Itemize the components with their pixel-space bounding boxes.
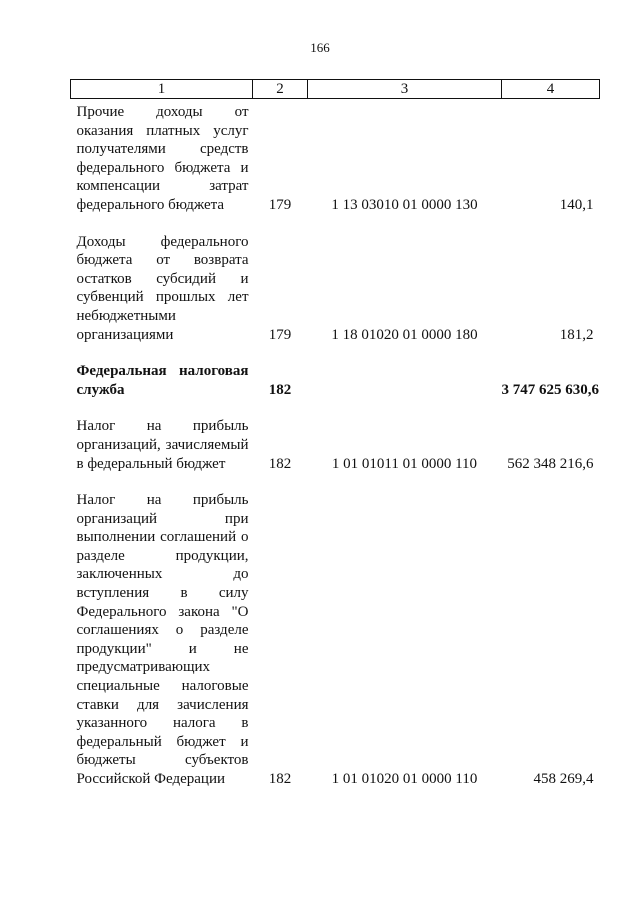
budget-classification-code: 1 18 01020 01 0000 180 — [331, 326, 478, 343]
amount: 458 269,4 — [533, 771, 594, 787]
budget-classification-code: 1 01 01020 01 0000 110 — [331, 771, 478, 787]
amount: 181,2 — [559, 326, 594, 343]
amount: 562 348 216,6 — [507, 455, 594, 472]
amount: 140,1 — [559, 196, 594, 213]
income-name: Налог на прибыль организаций, зачисляемый в федеральный бюджет — [76, 418, 249, 472]
column-number-4: 4 — [502, 80, 600, 99]
budget-classification-code — [308, 362, 502, 399]
administrator-name: Федеральная налоговая служба — [76, 363, 249, 398]
income-name: Прочие доходы от оказания платных услуг получателями средств федерального бюджета и компенсации затрат федерального бюджета — [76, 104, 249, 213]
table-row-section-header — [71, 362, 600, 399]
income-name: Налог на прибыль организаций при выполнении соглашений о разделе продукции, заключенных до вступления в силу Федерального закона "О соглашениях о разделе продукции" и не предусматривающих специальные налоговые ставки для зачисления указанного налога в федеральный бюджет и бюджеты субъектов Российской Федерации — [76, 492, 249, 787]
page-number: 166 — [310, 40, 330, 55]
table-row — [71, 103, 600, 215]
table-row — [71, 491, 600, 789]
administrator-code: 179 — [268, 196, 292, 213]
budget-classification-code: 1 01 01011 01 0000 110 — [331, 455, 478, 472]
administrator-code: 182 — [268, 381, 292, 398]
administrator-code: 182 — [268, 455, 292, 472]
administrator-code: 182 — [268, 771, 292, 787]
column-number-1: 1 — [71, 80, 253, 99]
budget-classification-code: 1 13 03010 01 0000 130 — [331, 196, 478, 213]
amount-total: 3 747 625 630,6 — [501, 381, 599, 398]
column-number-2: 2 — [253, 80, 308, 99]
table-row — [71, 417, 600, 473]
income-name: Доходы федерального бюджета от возврата остатков субсидий и субвенций прошлых лет небюджетными организациями — [76, 233, 249, 343]
column-number-header-row — [71, 80, 600, 99]
budget-income-table — [70, 79, 600, 789]
table-row — [71, 233, 600, 345]
column-number-3: 3 — [308, 80, 502, 99]
administrator-code: 179 — [268, 326, 292, 343]
